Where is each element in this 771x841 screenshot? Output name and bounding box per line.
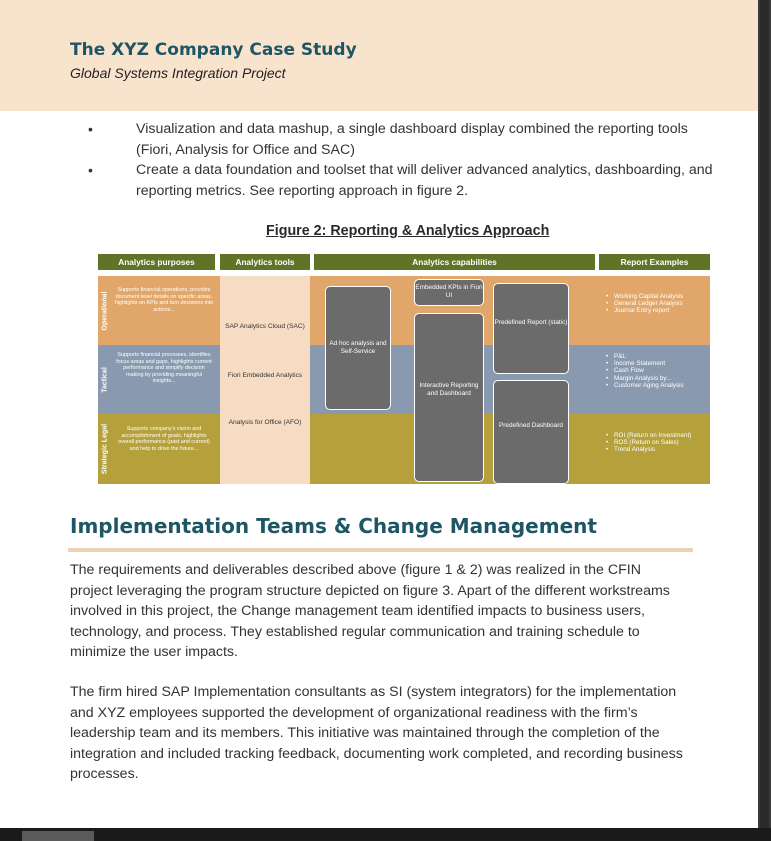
- capability-predefined-dashboard-box: [493, 380, 569, 484]
- header-analytics-purposes: Analytics purposes: [98, 254, 215, 270]
- purpose-operational: Supports financial operations, provides document level details on specific areas, highlights on KPIs and turn decisions into actions...: [114, 287, 214, 313]
- header-report-examples: Report Examples: [599, 254, 710, 270]
- report-examples-strategic: [602, 432, 708, 454]
- report-item: • General Ledger Analysis: [602, 300, 708, 307]
- report-item: • ROS (Return on Sales): [602, 439, 708, 446]
- tool-fiori: Fiori Embedded Analytics: [227, 372, 303, 379]
- list-item: [84, 160, 724, 201]
- capability-predefined-dashboard: Predefined Dashboard: [499, 422, 563, 429]
- report-item: • P&L: [602, 353, 708, 360]
- bullet-glyph: •: [88, 162, 93, 178]
- section-divider: [68, 548, 693, 552]
- report-item: • Income Statement: [602, 360, 708, 367]
- reporting-analytics-figure: [92, 249, 712, 487]
- lane-label-operational: [98, 276, 112, 345]
- document-subtitle: Global Systems Integration Project: [70, 65, 286, 81]
- header-analytics-capabilities: Analytics capabilities: [314, 254, 595, 270]
- report-item: • Working Capital Analysis: [602, 293, 708, 300]
- section-heading: Implementation Teams & Change Management: [70, 514, 597, 538]
- header-analytics-tools: Analytics tools: [220, 254, 310, 270]
- bullet-text: Create a data foundation and toolset that will deliver advanced analytics, dashboarding, and reporting metrics. See reporting approach in figure 2.: [136, 162, 713, 199]
- capability-predefined-report-box: [493, 283, 569, 374]
- report-item: • Margin Analysis by...: [602, 375, 708, 382]
- report-item: • Cash Flow: [602, 367, 708, 374]
- horizontal-scrollbar[interactable]: [0, 828, 771, 841]
- report-examples-operational: [602, 293, 708, 315]
- report-item: • ROI (Return on Investment): [602, 432, 708, 439]
- capability-embedded-kpis: Embedded KPIs in Fiori UI: [415, 284, 483, 299]
- capability-interactive: Interactive Reporting and Dashboard: [419, 382, 479, 397]
- body-paragraph: The requirements and deliverables described above (figure 1 & 2) was realized in the CFIN project leveraging the program structure depicted on figure 3. Apart of the different workstreams involved in this project, the Change management team identified impacts to business users, technology, and process. They established regular communication and training schedule to minimize the user impacts.: [70, 562, 670, 660]
- purpose-strategic: Supports company's vision and accomplishment of goals, highlights overall performance (past and current) and help to drive the future...: [118, 426, 210, 452]
- capability-predefined-report: Predefined Report (static): [494, 319, 568, 326]
- report-examples-tactical: [602, 353, 708, 389]
- analytics-tools-column: [220, 276, 310, 484]
- lane-label-strategic: [98, 414, 112, 484]
- report-item: • Customer Aging Analysis: [602, 382, 708, 389]
- body-paragraph: The firm hired SAP Implementation consultants as SI (system integrators) for the implementation and XYZ employees supported the development of organizational readiness with the firm’s leadership team and its members. This initiative was maintained through the completion of the integration and included tracking feedback, documenting work completed, and recording business processes.: [70, 684, 683, 782]
- tool-sac: SAP Analytics Cloud (SAC): [225, 323, 305, 330]
- vertical-scrollbar[interactable]: [758, 0, 771, 828]
- document-title: The XYZ Company Case Study: [70, 40, 357, 60]
- report-item: • Trend Analysis: [602, 446, 708, 453]
- report-item: • Journal Entry report: [602, 307, 708, 314]
- tool-afo: Analysis for Office (AFO): [228, 419, 302, 426]
- list-item: [84, 119, 724, 160]
- figure-caption: Figure 2: Reporting & Analytics Approach: [266, 223, 550, 239]
- lane-label-text: Tactical: [101, 366, 109, 393]
- horizontal-scroll-thumb[interactable]: [22, 831, 94, 841]
- vertical-scroll-thumb[interactable]: [760, 0, 769, 828]
- lane-label-text: Strategic Legal: [101, 423, 109, 475]
- bullet-list: [84, 119, 724, 201]
- purpose-tactical: Supports financial processes, identifies focus areas and gaps, highlights current performance and simplify decision making by providing meaningful insights...: [116, 352, 212, 385]
- page-header: [0, 0, 758, 111]
- bullet-text: Visualization and data mashup, a single dashboard display combined the reporting tools (Fiori, Analysis for Office and SAC): [136, 121, 688, 158]
- lane-label-tactical: [98, 345, 112, 414]
- capability-adhoc: Ad hoc analysis and Self-Service: [329, 340, 387, 355]
- lane-label-text: Operational: [101, 291, 109, 330]
- bullet-glyph: •: [88, 121, 93, 137]
